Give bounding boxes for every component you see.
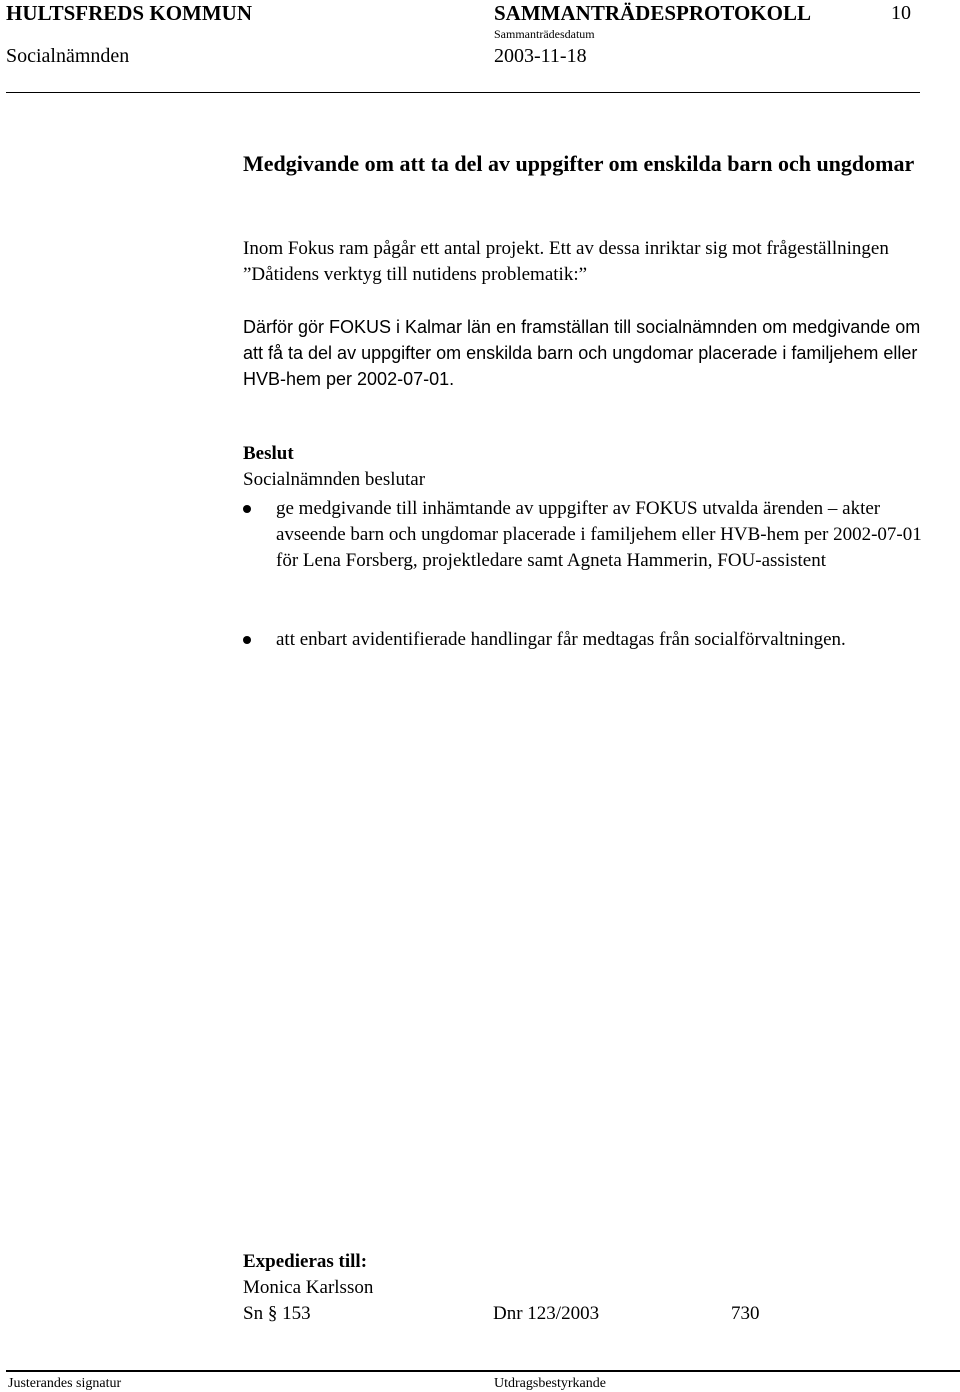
dispatch-code: 730	[731, 1303, 760, 1324]
dispatch-dnr: Dnr 123/2003	[493, 1303, 600, 1324]
section-title: Medgivande om att ta del av uppgifter om enskilda barn och ungdomar	[243, 151, 915, 176]
decision-item: att enbart avidentifierade handlingar får medtagas från socialförvaltningen.	[276, 629, 846, 650]
meeting-date: 2003-11-18	[494, 45, 587, 67]
municipality-name: HULTSFREDS KOMMUN	[6, 1, 253, 25]
page-number: 10	[891, 2, 911, 24]
request-paragraph: Därför gör FOKUS i Kalmar län en framställan till socialnämnden om medgivande om att få ta del av uppgifter om enskilda barn och ungdomar placerade i familjehem eller HVB-hem per 2002-07-01.	[243, 317, 921, 389]
dispatch-recipient: Monica Karlsson	[243, 1277, 374, 1298]
date-label: Sammanträdesdatum	[494, 27, 595, 41]
document-type: SAMMANTRÄDESPROTOKOLL	[494, 1, 811, 25]
intro-paragraph: Inom Fokus ram pågår ett antal projekt. Ett av dessa inriktar sig mot frågeställningen ”Dåtidens verktyg till nutidens problematik:”	[243, 238, 889, 285]
dispatch-sn: Sn § 153	[243, 1303, 311, 1324]
signature-label: Justerandes signatur	[8, 1376, 122, 1391]
decision-item: ge medgivande till inhämtande av uppgifter av FOKUS utvalda ärenden – akter avseende barn och ungdomar placerade i familjehem eller HVB-hem per 2002-07-01 för Lena Forsberg, projektledare samt Agneta Hammerin, FOU-assistent	[276, 498, 922, 571]
extract-label: Utdragsbestyrkande	[494, 1376, 606, 1391]
decision-heading: Beslut	[243, 443, 294, 464]
bullet-icon	[243, 636, 251, 644]
committee-name: Socialnämnden	[6, 45, 130, 67]
bullet-icon	[243, 505, 251, 513]
footer-divider	[6, 1370, 960, 1372]
header-divider	[6, 92, 920, 93]
decision-intro: Socialnämnden beslutar	[243, 469, 426, 490]
dispatch-heading: Expedieras till:	[243, 1251, 368, 1272]
